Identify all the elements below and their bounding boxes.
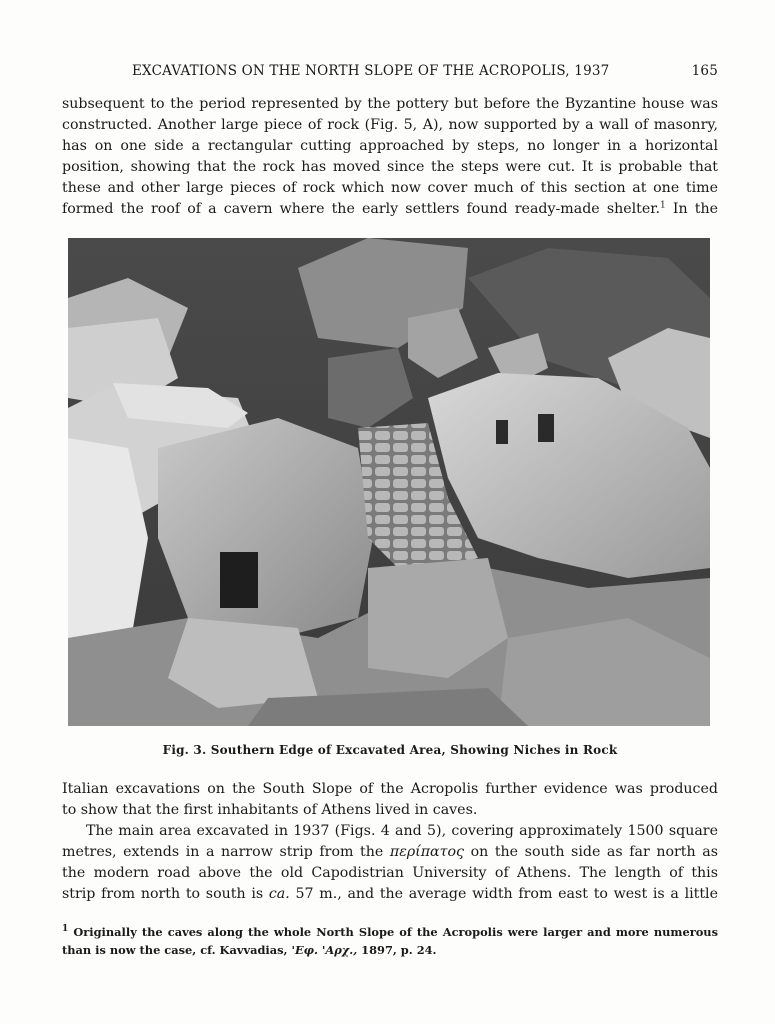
rock-niche (220, 552, 258, 608)
footnote (62, 923, 718, 959)
rock-niche (538, 414, 554, 442)
rock-photo-illustration (68, 238, 710, 726)
text-segment: metres, extends in a narrow strip from the (62, 844, 384, 860)
text-segment: 57 m., and the average width from east to west is a little (295, 886, 718, 902)
text-line: to show that the first inhabitants of Athens lived in caves. (62, 802, 478, 818)
text-line: The main area excavated in 1937 (Figs. 4 and 5), covering approximately 1500 square (86, 823, 718, 839)
text-line: position, showing that the rock has moved since the steps were cut. It is probable that (62, 159, 718, 175)
greek-term: περίπατος (389, 844, 464, 860)
text-line (62, 842, 718, 863)
text-line: subsequent to the period represented by the pottery but before the Byzantine house was (62, 96, 718, 112)
text-line: formed the roof of a cavern where the early settlers found ready-made shelter. (62, 201, 660, 217)
footnote-line (62, 941, 718, 959)
journal-reference: 'Εφ. 'Αρχ., (291, 943, 358, 957)
text-line: these and other large pieces of rock which now cover much of this section at one time (62, 180, 718, 196)
running-head-title: EXCAVATIONS ON THE NORTH SLOPE OF THE ACROPOLIS, 1937 (132, 63, 610, 79)
paragraph-1 (62, 94, 718, 220)
footnote-number: 1 (62, 924, 69, 935)
text-line-with-footnote (62, 199, 718, 220)
footnote-line (62, 923, 718, 941)
figure-photograph (68, 238, 710, 726)
text-segment: than is now the case, cf. Kavvadias, (62, 943, 288, 957)
text-segment: on the south side as far north as (470, 844, 718, 860)
text-line: Italian excavations on the South Slope of the Acropolis further evidence was produced (62, 781, 718, 797)
page-number: 165 (691, 63, 718, 79)
text-line: constructed. Another large piece of rock (Fig. 5, A), now supported by a wall of masonry, (62, 117, 718, 133)
circa-abbreviation: ca. (268, 886, 290, 902)
text-line: the modern road above the old Capodistrian University of Athens. The length of this (62, 865, 718, 881)
text-line: In the (672, 201, 718, 217)
rock-niche (496, 420, 508, 444)
footnote-marker[interactable]: 1 (660, 200, 666, 211)
text-segment: strip from north to south is (62, 886, 264, 902)
text-line (62, 884, 718, 905)
text-segment: 1897, p. 24. (361, 943, 437, 957)
paragraph-3 (62, 821, 718, 905)
figure-caption: Fig. 3. Southern Edge of Excavated Area, Showing Niches in Rock (162, 743, 618, 757)
running-head (62, 63, 718, 81)
text-segment: Originally the caves along the whole North Slope of the Acropolis were larger and more numerous (73, 925, 718, 939)
text-line: has on one side a rectangular cutting approached by steps, no longer in a horizontal (62, 138, 718, 154)
paragraph-2 (62, 779, 718, 821)
